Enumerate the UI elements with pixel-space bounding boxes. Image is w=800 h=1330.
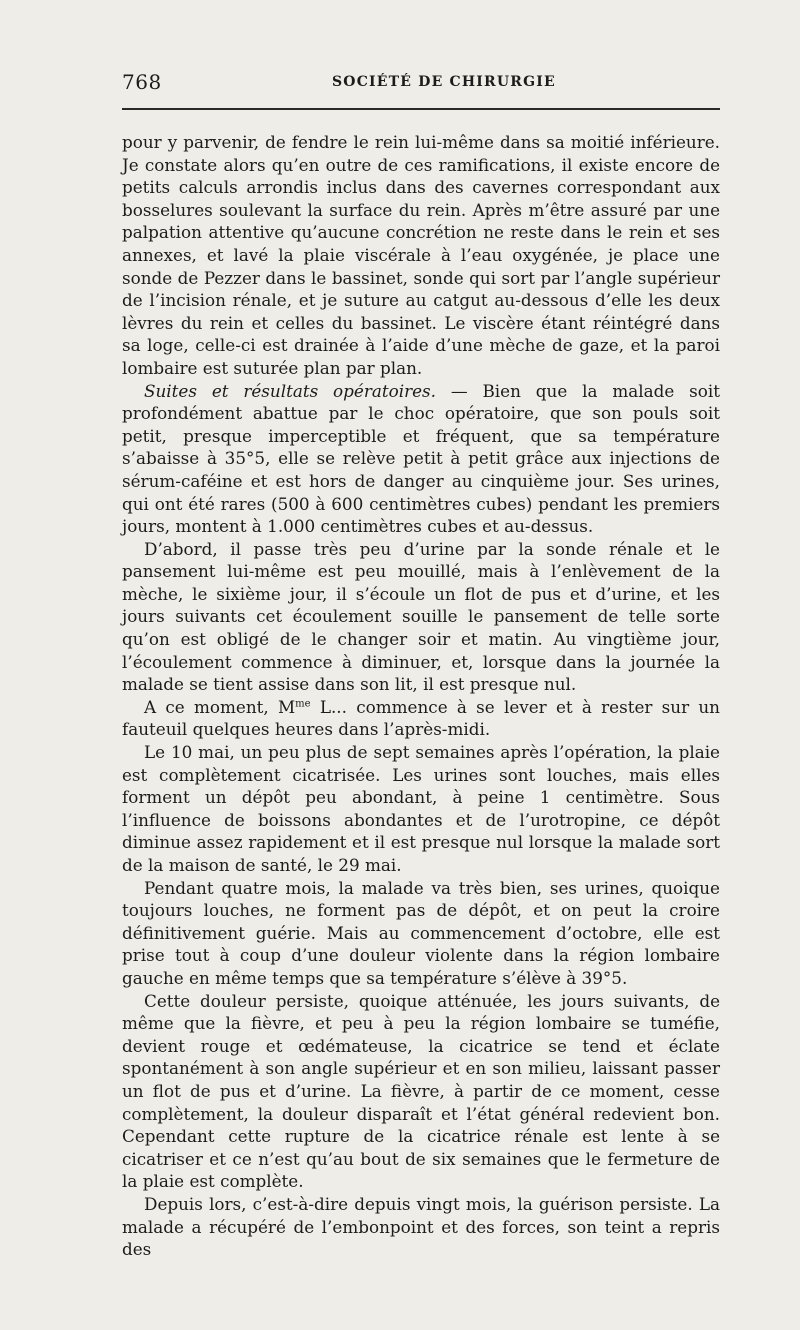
paragraph xyxy=(122,131,720,380)
paragraph-text: Pendant quatre mois, la malade va très bien, ses urines, quoique toujours louches, ne forment pas de dépôt, et on peut la croire définitivement guérie. Mais au commencement d’octobre, elle est prise tout à coup d’une douleur violente dans la région lombaire gauche en même temps que sa température s’élève à 39°5. xyxy=(122,877,720,988)
paragraph xyxy=(122,1193,720,1261)
paragraph-text: Depuis lors, c’est-à-dire depuis vingt mois, la guérison persiste. La malade a récupéré de l’embonpoint et des forces, son teint a repris des xyxy=(122,1193,720,1260)
paragraph-text: D’abord, il passe très peu d’urine par la sonde rénale et le pansement lui-même est peu mouillé, mais à l’enlèvement de la mèche, le sixième jour, il s’écoule un flot de pus et d’urine, et les jours suivants cet écoulement souille le pansement de telle sorte qu’on est obligé de le changer soir et matin. Au vingtième jour, l’écoulement commence à diminuer, et, lorsque dans la journée la malade se tient assise dans son lit, il est presque nul. xyxy=(122,538,720,695)
paragraph-text: — Bien que la malade soit profondément abattue par le choc opératoire, que son pouls soit petit, presque imperceptible et fréquent, que sa température s’abaisse à 35°5, elle se relève petit à petit grâce aux injections de sérum-caféine et est hors de danger au cinquième jour. Ses urines, qui ont été rares (500 à 600 centimètres cubes) pendant les premiers jours, montent à 1.000 centimètres cubes et au-dessus. xyxy=(122,380,720,537)
paragraph xyxy=(122,990,720,1193)
paragraph-text: L... commence à se lever et à rester sur un fauteuil quelques heures dans l’après-midi. xyxy=(122,696,720,740)
body-text xyxy=(122,131,720,1261)
section-lead: Suites et résultats opératoires. xyxy=(144,380,436,401)
page-number: 768 xyxy=(122,70,162,94)
paragraph xyxy=(122,380,720,538)
superscript-abbrev: me xyxy=(295,698,311,710)
paragraph-text: pour y parvenir, de fendre le rein lui-même dans sa moitié inférieure. Je constate alors qu’en outre de ces ramifications, il existe encore de petits calculs arrondis inclus dans des cavernes correspondant aux bosselures soulevant la surface du rein. Après m’être assuré par une palpation attentive qu’aucune concrétion ne reste dans le rein et ses annexes, et lavé la plaie viscérale à l’eau oxygénée, je place une sonde de Pezzer dans le bassinet, sonde qui sort par l’angle supérieur de l’incision rénale, et je suture au catgut au-dessous d’elle les deux lèvres du rein et celles du bassinet. Le viscère étant réintégré dans sa loge, celle-ci est drainée à l’aide d’une mèche de gaze, et la paroi lombaire est suturée plan par plan. xyxy=(122,132,720,378)
paragraph xyxy=(122,696,720,741)
paragraph xyxy=(122,538,720,696)
paragraph-text-pre: A ce moment, M xyxy=(144,696,296,717)
paragraph-text: Le 10 mai, un peu plus de sept semaines après l’opération, la plaie est complètement cicatrisée. Les urines sont louches, mais elles forment un dépôt peu abondant, à peine 1 centimètre. Sous l’influence de boissons abondantes et de l’urotropine, ce dépôt diminue assez rapidement et il est presque nul lorsque la malade sort de la maison de santé, le 29 mai. xyxy=(122,742,720,875)
paragraph xyxy=(122,741,720,877)
page-header xyxy=(122,70,720,96)
paragraph xyxy=(122,877,720,990)
running-title: SOCIÉTÉ DE CHIRURGIE xyxy=(332,74,556,90)
paragraph-text: Cette douleur persiste, quoique atténuée, les jours suivants, de même que la fièvre, et peu à peu la région lombaire se tuméfie, devient rouge et œdémateuse, la cicatrice se tend et éclate spontanément à son angle supérieur et en son milieu, laissant passer un flot de pus et d’urine. La fièvre, à partir de ce moment, cesse complètement, la douleur disparaît et l’état général redevient bon. Cependant cette rupture de la cicatrice rénale est lente à se cicatriser et ce n’est qu’au bout de six semaines que le fermeture de la plaie est complète. xyxy=(122,990,720,1192)
header-rule xyxy=(122,108,720,110)
